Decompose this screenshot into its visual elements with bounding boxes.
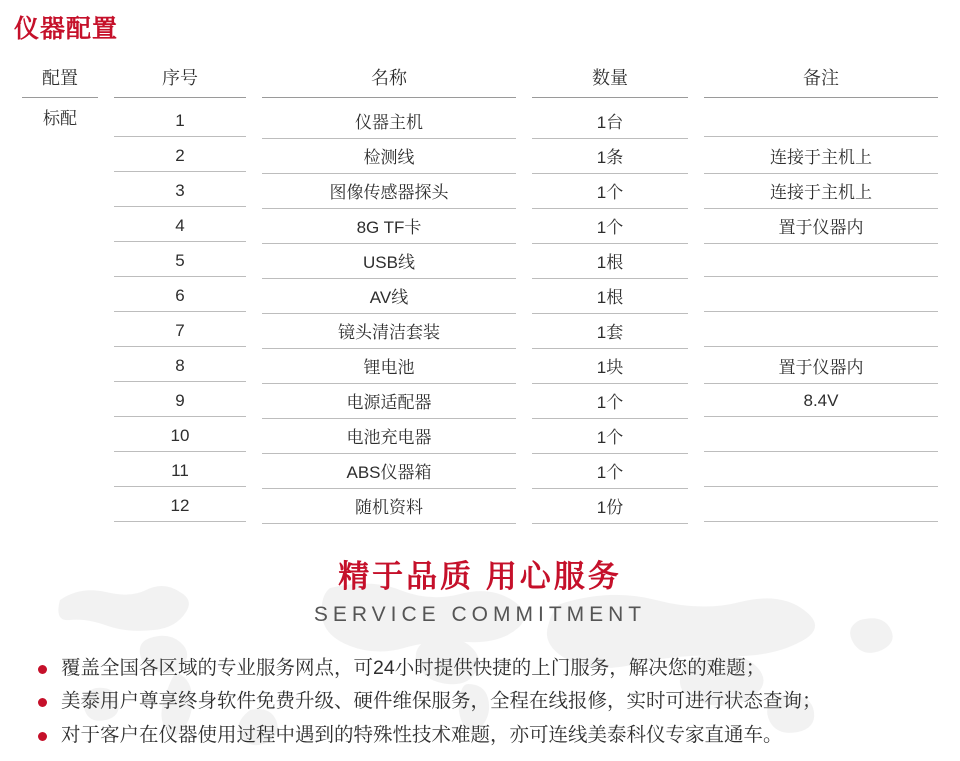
- cell-note: [696, 489, 946, 524]
- config-cell-standard: 标配: [43, 109, 77, 128]
- cell-note: 8.4V: [696, 384, 946, 419]
- list-item: [30, 686, 932, 718]
- column-header-no: 序号: [106, 62, 254, 104]
- bullet-dot-icon: [38, 732, 47, 741]
- cell-qty: 1份: [524, 489, 696, 524]
- cell-no: 12: [106, 489, 254, 524]
- cell-no: 7: [106, 314, 254, 349]
- cell-name: 镜头清洁套装: [254, 314, 524, 349]
- cell-name: 电池充电器: [254, 419, 524, 454]
- cell-name: AV线: [254, 279, 524, 314]
- column-header-qty: 数量: [524, 62, 696, 104]
- table-row: [14, 279, 946, 314]
- cell-name: 仪器主机: [254, 104, 524, 139]
- cell-note: [696, 454, 946, 489]
- list-item: [30, 720, 932, 752]
- bullet-dot-icon: [38, 698, 47, 707]
- cell-qty: 1根: [524, 279, 696, 314]
- cell-name: 检测线: [254, 139, 524, 174]
- table-row: [14, 489, 946, 524]
- table-row: [14, 349, 946, 384]
- cell-name: USB线: [254, 244, 524, 279]
- cell-no: 1: [106, 104, 254, 139]
- cell-qty: 1根: [524, 244, 696, 279]
- cell-no: 2: [106, 139, 254, 174]
- list-item-label: 美泰用户尊享终身软件免费升级、硬件维保服务，全程在线报修，实时可进行状态查询；: [61, 690, 822, 713]
- cell-note: 置于仪器内: [696, 349, 946, 384]
- cell-note: [696, 279, 946, 314]
- table-row: [14, 209, 946, 244]
- cell-qty: 1套: [524, 314, 696, 349]
- cell-qty: 1个: [524, 454, 696, 489]
- column-header-config: 配置: [14, 62, 106, 104]
- table-body: [14, 104, 946, 524]
- cell-no: 3: [106, 174, 254, 209]
- cell-no: 5: [106, 244, 254, 279]
- cell-note: [696, 314, 946, 349]
- table-row: [14, 104, 946, 139]
- cell-name: 随机资料: [254, 489, 524, 524]
- cell-no: 10: [106, 419, 254, 454]
- cell-no: 9: [106, 384, 254, 419]
- list-item: [30, 653, 932, 685]
- service-commitment-block: [0, 558, 960, 627]
- column-header-name: 名称: [254, 62, 524, 104]
- cell-qty: 1个: [524, 384, 696, 419]
- table-header-row: [14, 62, 946, 104]
- table-row: [14, 454, 946, 489]
- commitment-bullet-list: [0, 653, 960, 752]
- bullet-dot-icon: [38, 665, 47, 674]
- cell-note: [696, 104, 946, 139]
- cell-qty: 1个: [524, 419, 696, 454]
- list-item-label: 覆盖全国各区域的专业服务网点，可24小时提供快捷的上门服务，解决您的难题；: [61, 656, 766, 679]
- table-row: [14, 314, 946, 349]
- cell-qty: 1台: [524, 104, 696, 139]
- cell-no: 4: [106, 209, 254, 244]
- cell-note: 连接于主机上: [696, 139, 946, 174]
- column-header-note: 备注: [696, 62, 946, 104]
- instrument-configuration-table: [14, 62, 946, 524]
- table-row: [14, 139, 946, 174]
- cell-qty: 1个: [524, 174, 696, 209]
- table-row: [14, 174, 946, 209]
- cell-note: [696, 244, 946, 279]
- cell-note: 连接于主机上: [696, 174, 946, 209]
- cell-no: 6: [106, 279, 254, 314]
- cell-note: 置于仪器内: [696, 209, 946, 244]
- cell-name: ABS仪器箱: [254, 454, 524, 489]
- table-row: [14, 244, 946, 279]
- cell-no: 8: [106, 349, 254, 384]
- cell-note: [696, 419, 946, 454]
- table-row: [14, 419, 946, 454]
- cell-name: 8G TF卡: [254, 209, 524, 244]
- cell-name: 锂电池: [254, 349, 524, 384]
- cell-no: 11: [106, 454, 254, 489]
- cell-qty: 1个: [524, 209, 696, 244]
- list-item-label: 对于客户在仪器使用过程中遇到的特殊性技术难题，亦可连线美泰科仪专家直通车。: [61, 723, 783, 746]
- cell-qty: 1条: [524, 139, 696, 174]
- commitment-title-cn: 精于品质 用心服务: [338, 559, 622, 594]
- page-title: 仪器配置: [14, 15, 119, 43]
- cell-name: 电源适配器: [254, 384, 524, 419]
- table-row: [14, 384, 946, 419]
- cell-qty: 1块: [524, 349, 696, 384]
- commitment-title-en: SERVICE COMMITMENT: [313, 602, 647, 626]
- cell-name: 图像传感器探头: [254, 174, 524, 209]
